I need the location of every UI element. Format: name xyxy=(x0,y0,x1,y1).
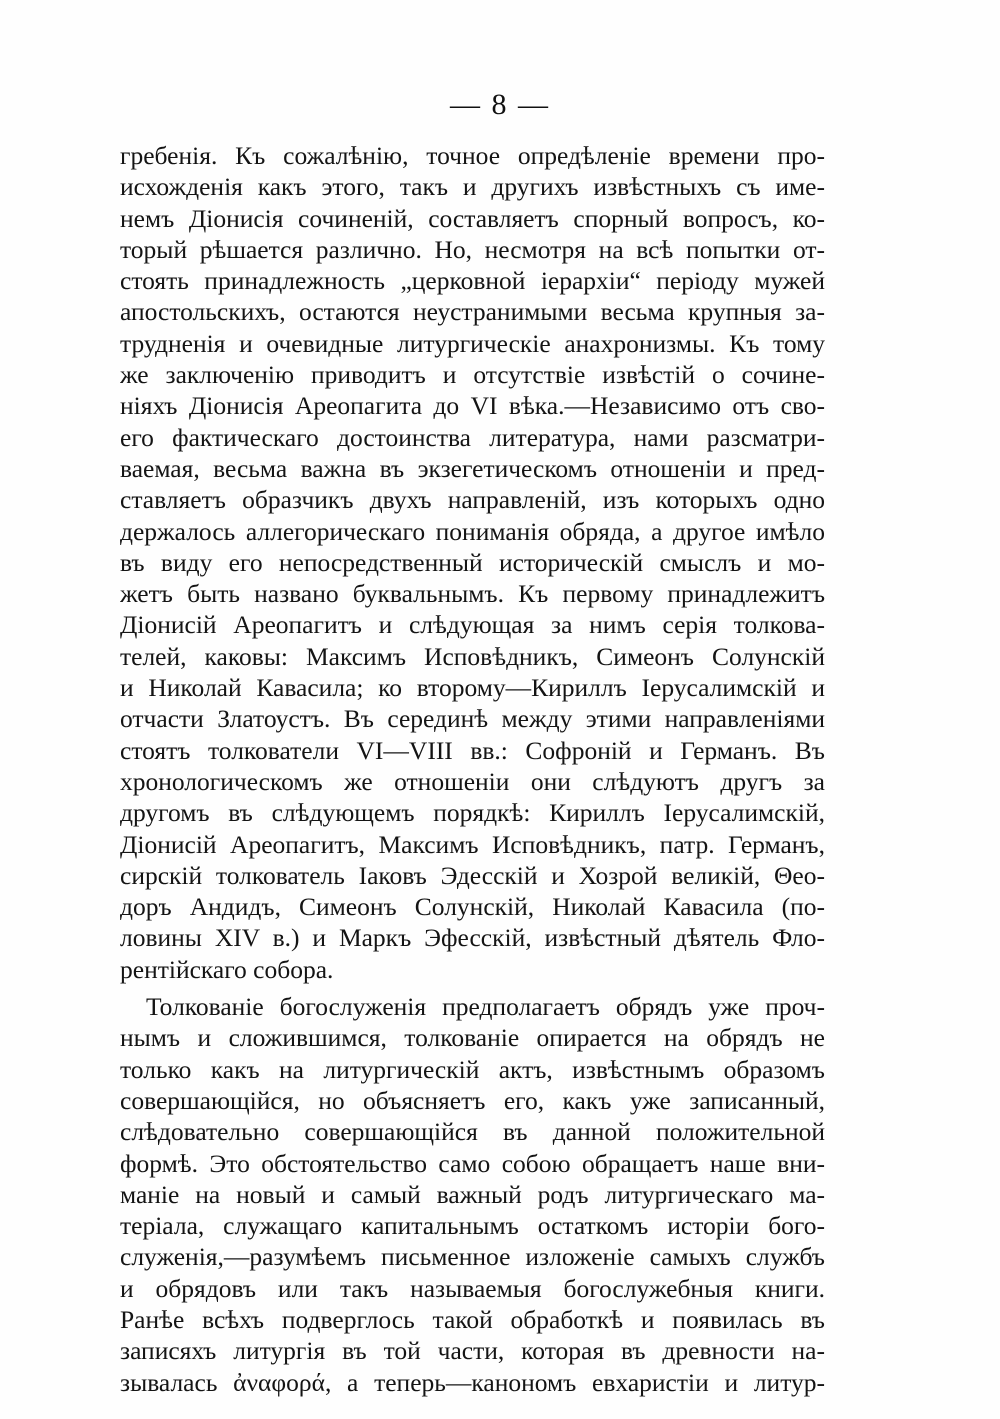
text-line: ловины XIV в.) и Маркъ Эфесскій, извѣстный дѣятель Фло- xyxy=(120,923,825,953)
text-line: телей, каковы: Максимъ Исповѣдникъ, Симеонъ Солунскій xyxy=(120,641,825,671)
paragraph-1 xyxy=(120,140,825,985)
paragraph-2 xyxy=(120,991,825,1398)
text-line: совершающійся, но объясняетъ его, какъ уже записанный, xyxy=(120,1085,825,1115)
body-text xyxy=(120,140,825,1398)
text-line: Толкованіе богослуженія предполагаетъ обрядъ уже проч- xyxy=(146,992,825,1022)
text-line: держалось аллегорическаго пониманія обряда, а другое имѣло xyxy=(120,516,825,546)
text-line: записяхъ литургія въ той части, которая въ древности на- xyxy=(120,1336,825,1366)
text-line: же заключенію приводитъ и отсутствіе извѣстій о сочине- xyxy=(120,360,825,390)
text-line: апостольскихъ, остаются неустранимыми весьма крупныя за- xyxy=(120,297,825,327)
text-line: стоятъ толкователи VI—VIII вв.: Софроній и Германъ. Въ xyxy=(120,735,825,765)
text-line: Діонисій Ареопагитъ, Максимъ Исповѣдникъ, патр. Германъ, xyxy=(120,829,825,859)
text-line: немъ Діонисія сочиненій, составляетъ спорный вопросъ, ко- xyxy=(120,203,825,233)
text-line: въ виду его непосредственный историческій смыслъ и мо- xyxy=(120,547,825,577)
text-line: маніе на новый и самый важный родъ литургическаго ма- xyxy=(120,1179,825,1209)
text-line: другомъ въ слѣдующемъ порядкѣ: Кириллъ Іерусалимскій, xyxy=(120,798,825,828)
text-line: формѣ. Это обстоятельство само собою обращаетъ наше вни- xyxy=(120,1148,825,1178)
text-line: ставляетъ образчикъ двухъ направленій, изъ которыхъ одно xyxy=(120,485,825,515)
text-line: исхожденія какъ этого, такъ и другихъ извѣстныхъ съ име- xyxy=(120,172,825,202)
text-line: жетъ быть названо буквальнымъ. Къ первому принадлежитъ xyxy=(120,579,825,609)
text-line: рентійскаго собора. xyxy=(120,954,334,984)
text-line: его фактическаго достоинства литература, нами разсматри- xyxy=(120,422,825,452)
text-line: доръ Андидъ, Симеонъ Солунскій, Николай Кавасила (по- xyxy=(120,892,825,922)
text-line: хронологическомъ же отношеніи они слѣдуютъ другъ за xyxy=(120,766,825,796)
text-line: слѣдовательно совершающійся въ данной положительной xyxy=(120,1117,825,1147)
text-line: трудненія и очевидные литургическіе анахронизмы. Къ тому xyxy=(120,328,825,358)
text-line: стоять принадлежность „церковной іерархіи“ періоду мужей xyxy=(120,266,825,296)
text-line: отчасти Златоустъ. Въ серединѣ между этими направленіями xyxy=(120,704,825,734)
text-line: ніяхъ Діонисія Ареопагита до VI вѣка.—Независимо отъ сво- xyxy=(120,391,825,421)
text-line: теріала, служащаго капитальнымъ остаткомъ исторіи бого- xyxy=(120,1211,825,1241)
text-line: и Николай Кавасила; ко второму—Кириллъ Іерусалимскій и xyxy=(120,673,825,703)
text-line: гребенія. Къ сожалѣнію, точное опредѣленіе времени про- xyxy=(120,141,825,170)
text-line: служенія,—разумѣемъ письменное изложеніе самыхъ службъ xyxy=(120,1242,825,1272)
text-line: сирскій толкователь Іаковъ Эдесскій и Хозрой великій, Θео- xyxy=(120,860,825,890)
text-line: нымъ и сложившимся, толкованіе опирается на обрядъ не xyxy=(120,1023,825,1053)
text-line: Діонисій Ареопагитъ и слѣдующая за нимъ серія толкова- xyxy=(120,610,825,640)
text-line: и обрядовъ или такъ называемыя богослужебныя книги. xyxy=(120,1273,825,1303)
text-line: ваемая, весьма важна въ экзегетическомъ отношеніи и пред- xyxy=(120,453,825,483)
text-line: Ранѣе всѣхъ подверглось такой обработкѣ и появилась въ xyxy=(120,1304,825,1334)
text-line: зывалась ἀναφορά, а теперь—канономъ евхаристіи и литур- xyxy=(120,1367,825,1397)
text-line: только какъ на литургическій актъ, извѣстнымъ образомъ xyxy=(120,1054,825,1084)
page-number: — 8 — xyxy=(450,88,550,121)
text-line: торый рѣшается различно. Но, несмотря на всѣ попытки от- xyxy=(120,234,825,264)
